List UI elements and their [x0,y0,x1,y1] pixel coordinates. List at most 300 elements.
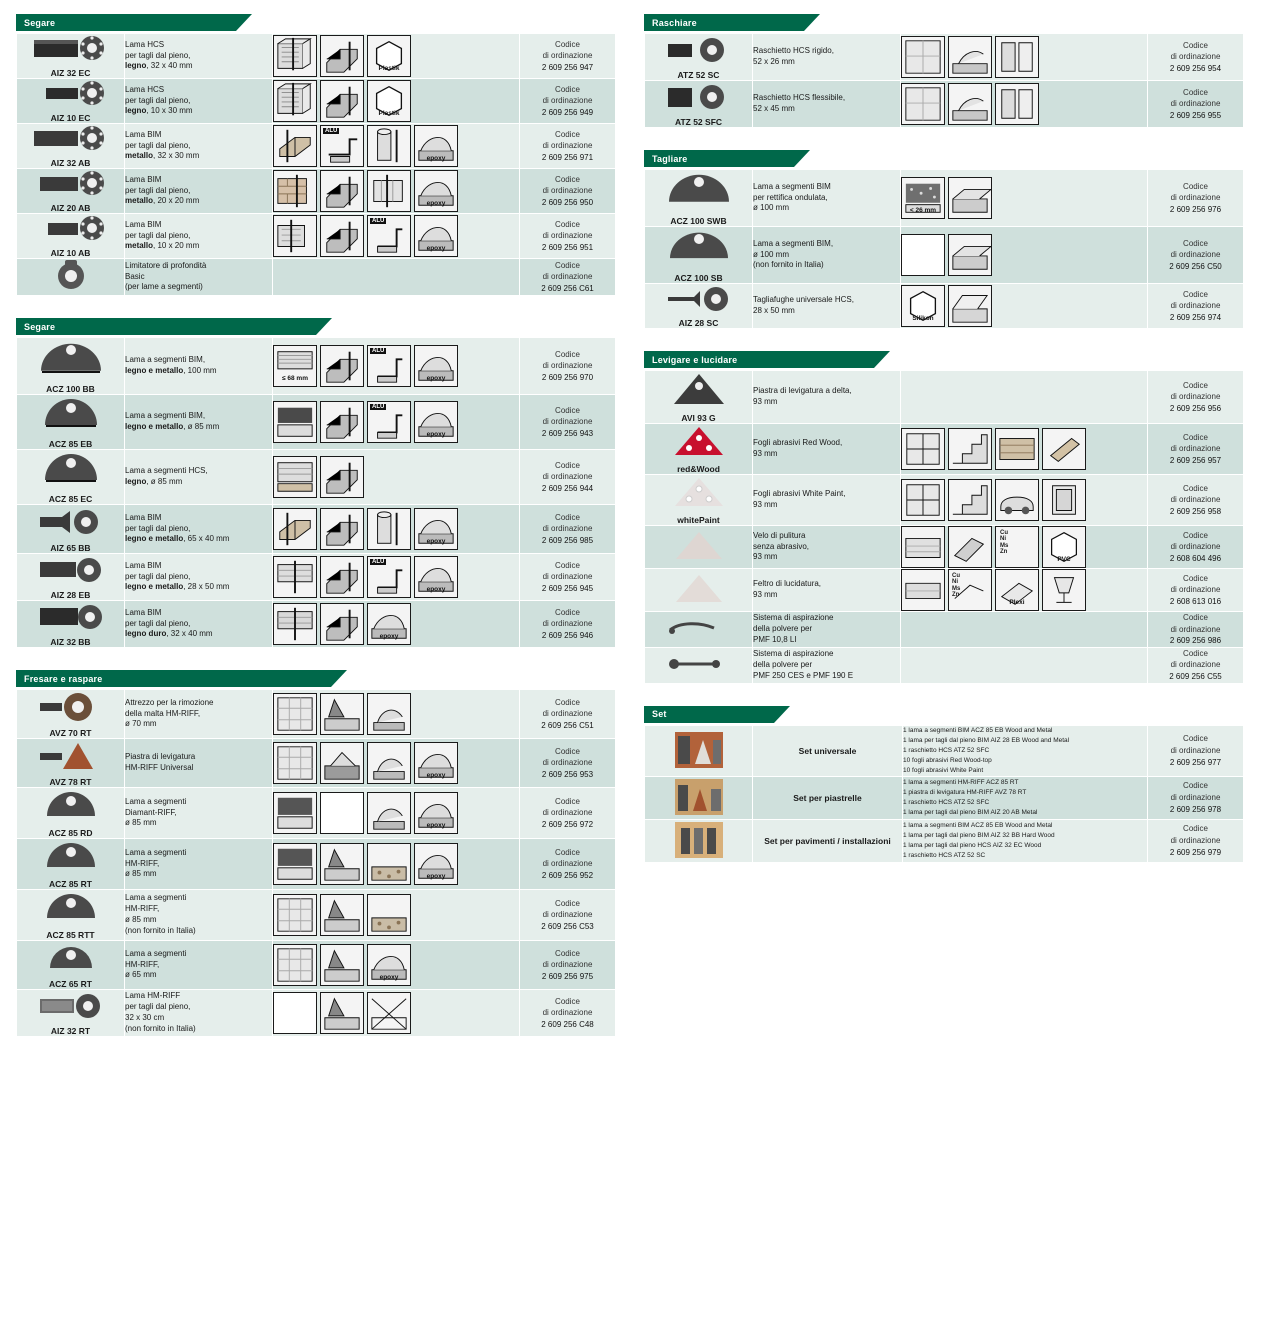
product-image-cell [17,395,125,450]
set-item: 1 lama per tagli dal pieno BIM AIZ 20 AB Metal [903,808,1038,816]
scrape-carpet-icon [948,83,992,125]
product-image-cell [17,839,125,890]
desc-line-3: 32 x 30 cm [125,1013,165,1022]
order-code-cell [1148,424,1244,475]
desc-material: legno e metallo [125,534,184,544]
code-label-2: di ordinazione [1170,301,1221,311]
order-code-cell [1148,725,1244,776]
code-label: Codice [1183,380,1208,390]
product-name: AVZ 70 RT [49,728,92,738]
table-raschiare [644,33,1244,128]
application-icons [273,79,520,124]
application-icons [901,227,1148,284]
code-label-2: di ordinazione [542,960,593,970]
order-code-cell [1148,227,1244,284]
section-title: Raschiare [652,17,697,28]
pipe-cut-icon [367,508,411,550]
epoxy-icon [414,401,458,443]
code-label: Codice [555,607,580,617]
scrape-tile-icon [901,83,945,125]
table-row [645,819,1244,862]
code-label-2: di ordinazione [542,472,593,482]
application-icons [273,690,520,739]
dark-surface-icon [273,843,317,885]
code-label: Codice [555,349,580,359]
table-row [645,371,1244,424]
table-row [17,169,616,214]
application-icons [901,612,1148,648]
order-code-cell [1148,776,1244,819]
wood-plunge-cut-icon [273,80,317,122]
desc-line-1: Lama BIM [125,174,162,184]
product-description [125,788,273,839]
desc-line-2: per tagli dal pieno, [125,523,191,533]
order-code-cell [1148,526,1244,569]
dark-surface-icon [273,401,317,443]
order-code: 2 609 256 947 [541,62,594,72]
section-title: Segare [24,17,56,28]
alu-profile-icon [367,401,411,443]
epoxy-icon [414,508,458,550]
product-description [125,739,273,788]
desc-line-3: ø 70 mm [125,719,157,729]
product-name: AIZ 32 RT [50,1026,91,1036]
order-code: 2 609 256 971 [541,152,594,162]
code-label-2: di ordinazione [542,186,593,196]
product-description [753,284,901,329]
order-code: 2 609 256 958 [1169,506,1222,516]
desc-line-2: della malta HM-RIFF, [125,708,201,718]
blank-icon [320,792,364,834]
desc-line-1: Sistema di aspirazione [753,648,834,658]
epoxy-icon [414,556,458,598]
desc-material: metallo [125,241,154,251]
set-name: Set universale [753,725,903,776]
product-description [125,169,273,214]
application-icons [901,170,1148,227]
desc-size: , 32 x 40 mm [146,61,193,71]
application-icons [273,124,520,169]
product-image-cell [17,739,125,788]
product-description [753,371,901,424]
desc-material: legno [125,106,147,116]
order-code-cell [520,338,616,395]
grout-removal-icon [320,992,364,1034]
code-label-2: di ordinazione [542,272,593,282]
profile-cut-icon [320,401,364,443]
surface-polish-icon [901,569,945,611]
desc-material: legno e metallo [125,582,184,592]
board-sand-icon [995,428,1039,470]
product-image-cell [17,79,125,124]
product-name: ACZ 85 RD [48,828,93,838]
table-row [17,338,616,395]
order-code: 2 609 256 C55 [1169,671,1222,681]
epoxy-label: epoxy [426,431,446,438]
product-name: ACZ 85 RT [49,879,92,889]
table-row [17,990,616,1037]
product-name: ACZ 85 RTT [46,930,95,940]
code-label-2: di ordinazione [542,417,593,427]
product-name: ACZ 100 SB [674,273,723,283]
code-label-2: di ordinazione [1170,392,1221,402]
product-name: ACZ 65 RT [49,979,92,989]
alu-profile-icon [320,125,364,167]
order-code-cell [1148,170,1244,227]
profile-cut-icon [320,508,364,550]
desc-line-3: ø 85 mm [125,818,157,828]
sanding-surface-icon [320,742,364,784]
right-column [644,14,1244,1327]
application-icons [273,890,520,941]
application-icons [273,788,520,839]
order-code-cell [520,601,616,648]
product-name: AIZ 10 AB [50,248,91,258]
product-image-cell [645,569,753,612]
order-code: 2 609 256 957 [1169,455,1222,465]
product-description [753,170,901,227]
table-row [17,505,616,554]
mortar-icon [367,894,411,936]
order-code: 2 609 256 954 [1169,63,1222,73]
set-item: 1 lama a segmenti HM-RIFF ACZ 85 RT [903,778,1019,786]
desc-size: , 20 x 20 mm [153,196,200,206]
desc-line-2: HM-RIFF, [125,959,160,969]
application-icons [901,34,1148,81]
code-label-2: di ordinazione [542,1008,593,1018]
product-description [125,79,273,124]
desc-line-1: Fogli abrasivi Red Wood, [753,438,843,448]
order-code: 2 609 256 951 [541,242,594,252]
pipe-cut-icon [367,125,411,167]
code-label: Codice [1183,40,1208,50]
desc-line-2: 93 mm [753,590,778,599]
product-image-cell [17,941,125,990]
code-label: Codice [1183,181,1208,191]
desc-line-2: per tagli dal pieno, [125,185,191,195]
product-description [753,647,901,683]
epoxy-label: epoxy [426,873,446,880]
order-code: 2 609 256 946 [541,630,594,640]
desc-line-3: PMF 250 CES e PMF 190 E [753,670,854,680]
application-icons [901,81,1148,128]
desc-size: , ø 85 mm [183,422,220,431]
section-header-set [644,706,1244,723]
metal-clean-icon [948,526,992,568]
desc-line-1: Lama a segmenti BIM [753,181,831,191]
chrome-icon [1042,569,1086,611]
grout-removal-icon [320,693,364,735]
code-label: Codice [555,84,580,94]
code-label-2: di ordinazione [1170,542,1221,552]
order-code-cell [520,505,616,554]
table-row [17,34,616,79]
table-row [17,601,616,648]
application-icons [273,990,520,1037]
code-label-2: di ordinazione [1170,495,1221,505]
product-image-cell [645,612,753,648]
application-icons [273,259,520,296]
epoxy-icon [414,843,458,885]
desc-material: legno e metallo [125,422,184,431]
section-title: Fresare e raspare [24,673,103,684]
code-label: Codice [1183,824,1208,834]
table-row [17,124,616,169]
product-image-cell [17,990,125,1037]
code-label: Codice [1183,87,1208,97]
product-image-cell [17,554,125,601]
product-image-cell [645,34,753,81]
order-code: 2 609 256 955 [1169,110,1222,120]
order-code-cell [520,79,616,124]
desc-line-1: Lama a segmenti [125,796,187,806]
desc-line-2: 52 x 26 mm [753,57,795,66]
product-name: AIZ 32 EC [50,68,91,78]
desc-material: legno [125,477,147,486]
left-column [16,14,616,1327]
product-image-cell [645,81,753,128]
order-code: 2 608 613 016 [1169,596,1222,606]
desc-line-2: 93 mm [753,500,778,509]
order-code: 2 609 256 978 [1169,804,1222,814]
product-name: AIZ 32 BB [50,637,91,647]
wood-plunge-cut-icon [273,35,317,77]
order-code: 2 609 256 949 [541,107,594,117]
code-label: Codice [1183,573,1208,583]
desc-line-2: 93 mm [753,449,778,458]
alu-profile-icon [367,345,411,387]
order-code: 2 609 256 974 [1169,312,1222,322]
grout-removal-icon [320,944,364,986]
max-68mm-icon [273,345,317,387]
product-image-cell [645,647,753,683]
product-description [125,601,273,648]
order-code: 2 609 256 986 [1169,636,1222,646]
product-image-cell [645,475,753,526]
application-icons [273,34,520,79]
product-image-cell [17,505,125,554]
order-code: 2 609 256 977 [1169,757,1222,767]
table-fresare [16,689,616,1037]
desc-line-3: ø 100 mm [753,203,790,213]
product-image-cell [17,214,125,259]
nail-cut-icon [367,170,411,212]
code-label: Codice [555,996,580,1006]
desc-line-1: Velo di pulitura [753,530,806,540]
product-description [753,227,901,284]
plastik-label: Plastik [378,65,400,72]
desc-line-1: Lama BIM [125,219,162,229]
application-icons [273,395,520,450]
order-code: 2 609 256 944 [541,483,594,493]
table-row [645,647,1244,683]
application-icons [273,214,520,259]
table-row [17,259,616,296]
section-header-segare-2 [16,318,616,335]
order-code-cell [520,890,616,941]
product-description [125,338,273,395]
table-row [645,284,1244,329]
desc-line-1: Tagliafughe universale HCS, [753,295,854,305]
order-code: 2 609 256 970 [541,372,594,382]
table-row [645,227,1244,284]
product-name: ACZ 100 BB [46,384,95,394]
epoxy-icon [414,170,458,212]
epoxy-label: epoxy [426,538,446,545]
desc-line-2: ø 100 mm [753,249,790,259]
code-label: Codice [1183,613,1208,622]
order-code: 2 609 256 C48 [541,1019,594,1029]
desc-line-2: HM-RIFF, [125,858,160,868]
table-row [17,450,616,505]
product-image-cell [17,338,125,395]
product-description [125,839,273,890]
application-icons [901,284,1148,329]
code-label: Codice [555,260,580,270]
scrape-paint-icon [995,36,1039,78]
table-row [645,569,1244,612]
application-icons [901,569,1148,612]
product-description [125,554,273,601]
profile-cut-icon [320,456,364,498]
window-sand-icon [901,479,945,521]
order-code: 2 609 256 C51 [541,720,594,730]
code-label: Codice [555,460,580,470]
epoxy-icon [414,742,458,784]
table-segare-1 [16,33,616,296]
max-26mm-label: < 26 mm [909,207,937,214]
desc-size: , ø 85 mm [146,477,183,486]
set-item: 10 fogli abrasivi White Paint [903,766,984,774]
order-code-cell [520,690,616,739]
tile-grout-icon [273,693,317,735]
grout-removal-icon [320,894,364,936]
epoxy-icon [367,603,411,645]
tile-grout-icon [273,894,317,936]
desc-line-2: senza abrasivo, [753,541,810,551]
application-icons [273,839,520,890]
code-label: Codice [555,898,580,908]
code-label: Codice [555,746,580,756]
order-code-cell [520,990,616,1037]
section-header-fresare [16,670,616,687]
code-label: Codice [555,39,580,49]
desc-line-2: HM-RIFF Universal [125,763,194,772]
code-label-2: di ordinazione [542,572,593,582]
desc-line-1: Lama BIM [125,607,162,617]
desc-line-1: Raschietto HCS rigido, [753,46,834,56]
blank-icon [901,234,945,276]
code-label-2: di ordinazione [542,808,593,818]
order-code-cell [520,259,616,296]
epoxy-label: epoxy [379,633,399,640]
desc-line-3: ø 85 mm [125,915,157,924]
product-image-cell [645,371,753,424]
code-label: Codice [1183,483,1208,493]
desc-line-2: per tagli dal pieno, [125,95,191,105]
product-image-cell [17,601,125,648]
table-row [17,941,616,990]
desc-line-1: Attrezzo per la rimozione [125,697,214,707]
product-description [753,424,901,475]
product-description [125,505,273,554]
application-icons [273,450,520,505]
desc-material: legno e metallo [125,366,184,375]
code-label: Codice [555,512,580,522]
table-row [645,475,1244,526]
product-image-cell [17,169,125,214]
cu-ni-ms-zn-icon: Cu Ni Ms Zn [995,526,1039,568]
order-code-cell [1148,475,1244,526]
set-image-cell [645,725,753,776]
desc-line-1: Limitatore di profondità [125,260,207,270]
product-name: ATZ 52 SC [677,70,720,80]
code-label: Codice [555,847,580,857]
order-code: 2 609 256 976 [1169,204,1222,214]
scrape-paint-icon [995,83,1039,125]
product-image-cell [17,890,125,941]
desc-line-2: HM-RIFF, [125,904,160,914]
desc-size: , 10 x 30 mm [146,106,193,116]
pipe-sand-icon [1042,428,1086,470]
desc-line-2: per tagli dal pieno, [125,140,191,150]
code-label-2: di ordinazione [542,619,593,629]
profile-cut-icon [320,35,364,77]
table-row [645,424,1244,475]
car-sand-icon [995,479,1039,521]
product-image-cell [645,227,753,284]
desc-size: , 32 x 40 mm [166,629,213,639]
product-image-cell [645,284,753,329]
desc-line-1: Lama a segmenti BIM, [125,355,206,365]
code-label: Codice [555,697,580,707]
section-title: Tagliare [652,153,688,164]
order-code-cell [1148,819,1244,862]
code-label-2: di ordinazione [1170,444,1221,454]
silikon-polygon-icon [901,285,945,327]
application-icons [901,475,1148,526]
alu-tag: ALU [325,128,338,134]
product-image-cell [645,424,753,475]
desc-size: , 10 x 20 mm [153,241,200,251]
product-description [753,81,901,128]
set-contents [903,776,1148,819]
application-icons [273,601,520,648]
product-image-cell [645,526,753,569]
code-label: Codice [555,796,580,806]
set-name: Set per piastrelle [753,776,903,819]
product-description [125,450,273,505]
product-description [753,569,901,612]
product-name: AIZ 32 AB [50,158,91,168]
code-label: Codice [1183,289,1208,299]
product-name: AIZ 65 BB [50,543,91,553]
epoxy-label: epoxy [379,974,399,981]
code-label-2: di ordinazione [1170,585,1221,595]
order-code-cell [1148,81,1244,128]
desc-line-1: Piastra di levigatura [125,752,196,762]
desc-size: , 28 x 50 mm [183,582,230,592]
order-code-cell [520,941,616,990]
alu-tag: ALU [372,559,385,565]
desc-line-2: per tagli dal pieno, [125,230,191,240]
set-image-cell [645,819,753,862]
desc-line-1: Lama a segmenti [125,948,187,958]
desc-line-1: Feltro di lucidatura, [753,579,822,589]
desc-line-1: Lama a segmenti [125,893,187,903]
code-label-2: di ordinazione [1170,745,1221,755]
product-description [125,890,273,941]
